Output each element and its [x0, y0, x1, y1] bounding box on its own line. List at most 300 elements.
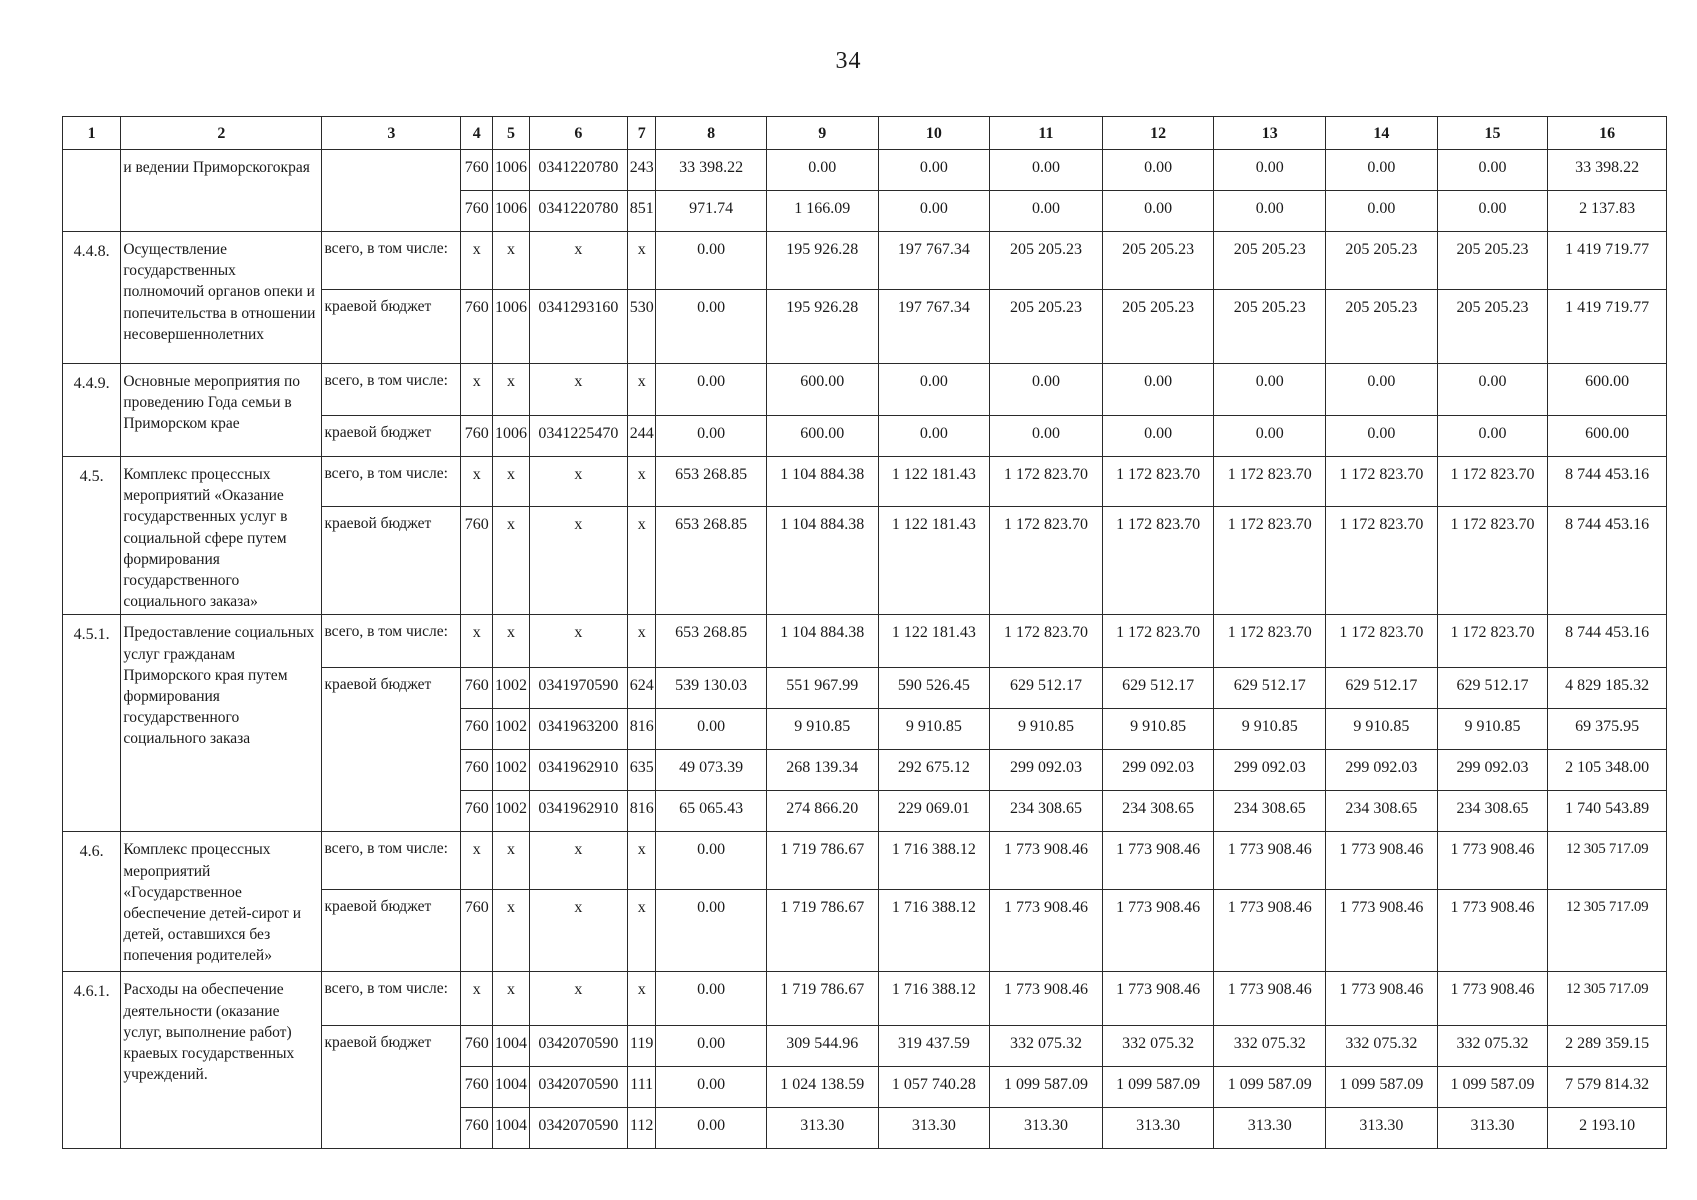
- section-code: 1006: [493, 416, 529, 457]
- item-code: 4.6.1.: [63, 972, 121, 1149]
- amount-cell: 195 926.28: [766, 290, 878, 364]
- amount-cell: 9 910.85: [990, 709, 1103, 750]
- expense-type-code: x: [628, 615, 656, 668]
- item-name: Предоставление социальных услуг гражданам Приморского края путем формирования государственного социального заказа: [121, 615, 322, 832]
- amount-cell: 195 926.28: [766, 232, 878, 290]
- funding-source: всего, в том числе:: [322, 972, 461, 1026]
- amount-cell: 2 289 359.15: [1548, 1026, 1667, 1067]
- amount-cell: 600.00: [766, 416, 878, 457]
- amount-cell: 0.00: [656, 232, 767, 290]
- amount-cell: 1 740 543.89: [1548, 791, 1667, 832]
- amount-cell: 1 172 823.70: [1214, 507, 1326, 615]
- target-article-code: 0341963200: [529, 709, 628, 750]
- amount-cell: 313.30: [878, 1108, 990, 1149]
- amount-cell: 0.00: [1102, 364, 1214, 416]
- amount-cell: 1 773 908.46: [1102, 890, 1214, 972]
- amount-cell: 1 122 181.43: [878, 457, 990, 507]
- amount-cell: 0.00: [1214, 364, 1326, 416]
- funding-source: краевой бюджет: [322, 668, 461, 832]
- amount-cell: 234 308.65: [1326, 791, 1438, 832]
- amount-cell: 8 744 453.16: [1548, 615, 1667, 668]
- amount-cell: 309 544.96: [766, 1026, 878, 1067]
- amount-cell: 12 305 717.09: [1548, 832, 1667, 890]
- item-code: 4.4.8.: [63, 232, 121, 364]
- amount-cell: 971.74: [656, 191, 767, 232]
- amount-cell: 1 104 884.38: [766, 507, 878, 615]
- amount-cell: 1 172 823.70: [1102, 507, 1214, 615]
- amount-cell: 1 716 388.12: [878, 972, 990, 1026]
- budget-table: [62, 116, 1667, 1149]
- header-cell: 7: [628, 117, 656, 150]
- target-article-code: 0341220780: [529, 150, 628, 191]
- funding-source: всего, в том числе:: [322, 364, 461, 416]
- amount-cell: 4 829 185.32: [1548, 668, 1667, 709]
- item-name: Осуществление государственных полномочий органов опеки и попечительства в отношении несовершеннолетних: [121, 232, 322, 364]
- target-article-code: x: [529, 832, 628, 890]
- amount-cell: 49 073.39: [656, 750, 767, 791]
- amount-cell: 205 205.23: [1437, 232, 1548, 290]
- amount-cell: 205 205.23: [1437, 290, 1548, 364]
- amount-cell: 1 172 823.70: [990, 507, 1103, 615]
- amount-cell: 205 205.23: [1102, 232, 1214, 290]
- amount-cell: 1 773 908.46: [1326, 972, 1438, 1026]
- amount-cell: 299 092.03: [1214, 750, 1326, 791]
- table-row: [63, 972, 1667, 1026]
- item-code: [63, 150, 121, 232]
- ministry-code: 760: [461, 191, 493, 232]
- amount-cell: 1 773 908.46: [990, 972, 1103, 1026]
- target-article-code: 0342070590: [529, 1067, 628, 1108]
- target-article-code: x: [529, 972, 628, 1026]
- amount-cell: 33 398.22: [1548, 150, 1667, 191]
- item-code: 4.6.: [63, 832, 121, 972]
- amount-cell: 0.00: [656, 1108, 767, 1149]
- header-cell: 14: [1326, 117, 1438, 150]
- amount-cell: 1 104 884.38: [766, 615, 878, 668]
- amount-cell: 234 308.65: [990, 791, 1103, 832]
- target-article-code: x: [529, 890, 628, 972]
- amount-cell: 1 172 823.70: [1326, 457, 1438, 507]
- expense-type-code: 851: [628, 191, 656, 232]
- target-article-code: 0341970590: [529, 668, 628, 709]
- amount-cell: 65 065.43: [656, 791, 767, 832]
- ministry-code: 760: [461, 709, 493, 750]
- funding-source: всего, в том числе:: [322, 832, 461, 890]
- section-code: x: [493, 832, 529, 890]
- funding-source: краевой бюджет: [322, 890, 461, 972]
- amount-cell: 0.00: [656, 972, 767, 1026]
- section-code: 1006: [493, 191, 529, 232]
- amount-cell: 205 205.23: [990, 232, 1103, 290]
- amount-cell: 9 910.85: [1437, 709, 1548, 750]
- amount-cell: 205 205.23: [990, 290, 1103, 364]
- amount-cell: 332 075.32: [1102, 1026, 1214, 1067]
- amount-cell: 0.00: [1437, 150, 1548, 191]
- amount-cell: 0.00: [1326, 416, 1438, 457]
- ministry-code: 760: [461, 890, 493, 972]
- amount-cell: 1 099 587.09: [990, 1067, 1103, 1108]
- amount-cell: 590 526.45: [878, 668, 990, 709]
- ministry-code: 760: [461, 507, 493, 615]
- expense-type-code: 624: [628, 668, 656, 709]
- amount-cell: 268 139.34: [766, 750, 878, 791]
- amount-cell: 0.00: [656, 709, 767, 750]
- amount-cell: 0.00: [656, 290, 767, 364]
- amount-cell: 1 172 823.70: [990, 615, 1103, 668]
- header-cell: 12: [1102, 117, 1214, 150]
- amount-cell: 653 268.85: [656, 615, 767, 668]
- amount-cell: 0.00: [1102, 150, 1214, 191]
- ministry-code: 760: [461, 1026, 493, 1067]
- ministry-code: 760: [461, 791, 493, 832]
- section-code: x: [493, 507, 529, 615]
- amount-cell: 8 744 453.16: [1548, 507, 1667, 615]
- amount-cell: 1 099 587.09: [1102, 1067, 1214, 1108]
- amount-cell: 1 172 823.70: [1437, 615, 1548, 668]
- amount-cell: 1 172 823.70: [1437, 507, 1548, 615]
- amount-cell: 0.00: [766, 150, 878, 191]
- header-cell: 6: [529, 117, 628, 150]
- expense-type-code: 119: [628, 1026, 656, 1067]
- amount-cell: 299 092.03: [1437, 750, 1548, 791]
- ministry-code: x: [461, 615, 493, 668]
- table-row: [63, 364, 1667, 416]
- ministry-code: x: [461, 832, 493, 890]
- amount-cell: 313.30: [1102, 1108, 1214, 1149]
- amount-cell: 2 137.83: [1548, 191, 1667, 232]
- target-article-code: 0341293160: [529, 290, 628, 364]
- table-row: [63, 615, 1667, 668]
- section-code: x: [493, 972, 529, 1026]
- amount-cell: 1 773 908.46: [1437, 890, 1548, 972]
- amount-cell: 1 716 388.12: [878, 890, 990, 972]
- amount-cell: 1 773 908.46: [1214, 890, 1326, 972]
- amount-cell: 0.00: [656, 364, 767, 416]
- amount-cell: 1 773 908.46: [990, 890, 1103, 972]
- ministry-code: 760: [461, 668, 493, 709]
- target-article-code: x: [529, 507, 628, 615]
- amount-cell: 0.00: [878, 150, 990, 191]
- amount-cell: 0.00: [1214, 416, 1326, 457]
- amount-cell: 313.30: [1437, 1108, 1548, 1149]
- section-code: 1004: [493, 1108, 529, 1149]
- amount-cell: 205 205.23: [1326, 290, 1438, 364]
- amount-cell: 1 122 181.43: [878, 615, 990, 668]
- expense-type-code: x: [628, 972, 656, 1026]
- amount-cell: 629 512.17: [1437, 668, 1548, 709]
- amount-cell: 1 773 908.46: [1437, 832, 1548, 890]
- amount-cell: 1 773 908.46: [1437, 972, 1548, 1026]
- expense-type-code: x: [628, 507, 656, 615]
- amount-cell: 234 308.65: [1214, 791, 1326, 832]
- amount-cell: 313.30: [1326, 1108, 1438, 1149]
- section-code: x: [493, 232, 529, 290]
- amount-cell: 332 075.32: [1326, 1026, 1438, 1067]
- amount-cell: 1 773 908.46: [1102, 972, 1214, 1026]
- amount-cell: 197 767.34: [878, 290, 990, 364]
- section-code: 1004: [493, 1026, 529, 1067]
- amount-cell: 205 205.23: [1326, 232, 1438, 290]
- amount-cell: 600.00: [1548, 416, 1667, 457]
- header-cell: 8: [656, 117, 767, 150]
- target-article-code: x: [529, 457, 628, 507]
- amount-cell: 629 512.17: [1214, 668, 1326, 709]
- ministry-code: x: [461, 457, 493, 507]
- amount-cell: 299 092.03: [990, 750, 1103, 791]
- amount-cell: 551 967.99: [766, 668, 878, 709]
- amount-cell: 33 398.22: [656, 150, 767, 191]
- expense-type-code: x: [628, 832, 656, 890]
- amount-cell: 0.00: [656, 832, 767, 890]
- amount-cell: 0.00: [990, 416, 1103, 457]
- item-name: Основные мероприятия по проведению Года семьи в Приморском крае: [121, 364, 322, 457]
- amount-cell: 332 075.32: [990, 1026, 1103, 1067]
- funding-source: всего, в том числе:: [322, 615, 461, 668]
- amount-cell: 0.00: [1214, 191, 1326, 232]
- expense-type-code: 112: [628, 1108, 656, 1149]
- ministry-code: x: [461, 364, 493, 416]
- amount-cell: 1 172 823.70: [1214, 457, 1326, 507]
- amount-cell: 0.00: [990, 150, 1103, 191]
- section-code: 1002: [493, 750, 529, 791]
- target-article-code: 0341220780: [529, 191, 628, 232]
- target-article-code: x: [529, 615, 628, 668]
- amount-cell: 12 305 717.09: [1548, 972, 1667, 1026]
- section-code: 1006: [493, 290, 529, 364]
- amount-cell: 1 172 823.70: [1437, 457, 1548, 507]
- amount-cell: 0.00: [1326, 191, 1438, 232]
- amount-cell: 1 172 823.70: [990, 457, 1103, 507]
- amount-cell: 0.00: [656, 416, 767, 457]
- amount-cell: 653 268.85: [656, 457, 767, 507]
- expense-type-code: 244: [628, 416, 656, 457]
- amount-cell: 1 719 786.67: [766, 972, 878, 1026]
- amount-cell: 1 719 786.67: [766, 890, 878, 972]
- amount-cell: 0.00: [1214, 150, 1326, 191]
- amount-cell: 8 744 453.16: [1548, 457, 1667, 507]
- amount-cell: 0.00: [1437, 416, 1548, 457]
- amount-cell: 629 512.17: [990, 668, 1103, 709]
- header-cell: 3: [322, 117, 461, 150]
- amount-cell: 1 104 884.38: [766, 457, 878, 507]
- section-code: 1002: [493, 709, 529, 750]
- target-article-code: x: [529, 364, 628, 416]
- amount-cell: 299 092.03: [1102, 750, 1214, 791]
- amount-cell: 0.00: [878, 364, 990, 416]
- amount-cell: 0.00: [1326, 150, 1438, 191]
- target-article-code: 0341225470: [529, 416, 628, 457]
- amount-cell: 0.00: [1437, 191, 1548, 232]
- item-code: 4.5.: [63, 457, 121, 615]
- amount-cell: 0.00: [1437, 364, 1548, 416]
- amount-cell: 539 130.03: [656, 668, 767, 709]
- ministry-code: 760: [461, 750, 493, 791]
- amount-cell: 1 172 823.70: [1326, 615, 1438, 668]
- amount-cell: 1 172 823.70: [1102, 457, 1214, 507]
- amount-cell: 2 105 348.00: [1548, 750, 1667, 791]
- item-name: Расходы на обеспечение деятельности (оказание услуг, выполнение работ) краевых государственных учреждений.: [121, 972, 322, 1149]
- amount-cell: 332 075.32: [1214, 1026, 1326, 1067]
- section-code: 1004: [493, 1067, 529, 1108]
- header-cell: 1: [63, 117, 121, 150]
- expense-type-code: 111: [628, 1067, 656, 1108]
- header-cell: 13: [1214, 117, 1326, 150]
- amount-cell: 0.00: [1102, 416, 1214, 457]
- amount-cell: 9 910.85: [1102, 709, 1214, 750]
- section-code: x: [493, 615, 529, 668]
- funding-source: краевой бюджет: [322, 1026, 461, 1149]
- amount-cell: 1 773 908.46: [990, 832, 1103, 890]
- funding-source: краевой бюджет: [322, 416, 461, 457]
- amount-cell: 2 193.10: [1548, 1108, 1667, 1149]
- amount-cell: 1 122 181.43: [878, 507, 990, 615]
- amount-cell: 205 205.23: [1214, 232, 1326, 290]
- section-code: 1006: [493, 150, 529, 191]
- header-cell: 5: [493, 117, 529, 150]
- amount-cell: 313.30: [766, 1108, 878, 1149]
- funding-source: краевой бюджет: [322, 507, 461, 615]
- section-code: x: [493, 457, 529, 507]
- amount-cell: 1 419 719.77: [1548, 290, 1667, 364]
- section-code: x: [493, 364, 529, 416]
- amount-cell: 600.00: [1548, 364, 1667, 416]
- amount-cell: 1 172 823.70: [1102, 615, 1214, 668]
- amount-cell: 313.30: [990, 1108, 1103, 1149]
- amount-cell: 629 512.17: [1326, 668, 1438, 709]
- amount-cell: 9 910.85: [878, 709, 990, 750]
- amount-cell: 1 172 823.70: [1214, 615, 1326, 668]
- funding-source: всего, в том числе:: [322, 457, 461, 507]
- amount-cell: 1 024 138.59: [766, 1067, 878, 1108]
- expense-type-code: x: [628, 457, 656, 507]
- amount-cell: 0.00: [656, 1026, 767, 1067]
- amount-cell: 1 773 908.46: [1326, 890, 1438, 972]
- amount-cell: 1 773 908.46: [1214, 972, 1326, 1026]
- amount-cell: 629 512.17: [1102, 668, 1214, 709]
- ministry-code: x: [461, 972, 493, 1026]
- table-row: [63, 232, 1667, 290]
- expense-type-code: x: [628, 890, 656, 972]
- amount-cell: 1 773 908.46: [1214, 832, 1326, 890]
- header-cell: 11: [990, 117, 1103, 150]
- amount-cell: 0.00: [656, 1067, 767, 1108]
- amount-cell: 69 375.95: [1548, 709, 1667, 750]
- amount-cell: 12 305 717.09: [1548, 890, 1667, 972]
- amount-cell: 1 099 587.09: [1437, 1067, 1548, 1108]
- expense-type-code: 816: [628, 709, 656, 750]
- ministry-code: x: [461, 232, 493, 290]
- amount-cell: 0.00: [990, 191, 1103, 232]
- amount-cell: 653 268.85: [656, 507, 767, 615]
- amount-cell: 1 172 823.70: [1326, 507, 1438, 615]
- section-code: 1002: [493, 791, 529, 832]
- section-code: 1002: [493, 668, 529, 709]
- amount-cell: 0.00: [1102, 191, 1214, 232]
- amount-cell: 205 205.23: [1102, 290, 1214, 364]
- table-row: [63, 150, 1667, 191]
- funding-source: краевой бюджет: [322, 290, 461, 364]
- ministry-code: 760: [461, 1067, 493, 1108]
- item-code: 4.4.9.: [63, 364, 121, 457]
- amount-cell: 313.30: [1214, 1108, 1326, 1149]
- amount-cell: 0.00: [656, 890, 767, 972]
- amount-cell: 9 910.85: [1326, 709, 1438, 750]
- table-body: [63, 117, 1667, 1149]
- expense-type-code: x: [628, 232, 656, 290]
- amount-cell: 1 057 740.28: [878, 1067, 990, 1108]
- amount-cell: 292 675.12: [878, 750, 990, 791]
- amount-cell: 0.00: [878, 416, 990, 457]
- table-row: [63, 457, 1667, 507]
- amount-cell: 234 308.65: [1437, 791, 1548, 832]
- item-name: и ведении Приморскогокрая: [121, 150, 322, 232]
- expense-type-code: 635: [628, 750, 656, 791]
- ministry-code: 760: [461, 290, 493, 364]
- header-row: [63, 117, 1667, 150]
- amount-cell: 9 910.85: [1214, 709, 1326, 750]
- target-article-code: 0342070590: [529, 1026, 628, 1067]
- amount-cell: 1 719 786.67: [766, 832, 878, 890]
- amount-cell: 332 075.32: [1437, 1026, 1548, 1067]
- header-cell: 10: [878, 117, 990, 150]
- header-cell: 15: [1437, 117, 1548, 150]
- item-name: Комплекс процессных мероприятий «Государственное обеспечение детей-сирот и детей, оставшихся без попечения родителей»: [121, 832, 322, 972]
- expense-type-code: 816: [628, 791, 656, 832]
- funding-source: всего, в том числе:: [322, 232, 461, 290]
- header-cell: 4: [461, 117, 493, 150]
- target-article-code: x: [529, 232, 628, 290]
- amount-cell: 197 767.34: [878, 232, 990, 290]
- amount-cell: 1 099 587.09: [1326, 1067, 1438, 1108]
- expense-type-code: x: [628, 364, 656, 416]
- amount-cell: 234 308.65: [1102, 791, 1214, 832]
- amount-cell: 1 419 719.77: [1548, 232, 1667, 290]
- ministry-code: 760: [461, 1108, 493, 1149]
- amount-cell: 1 773 908.46: [1102, 832, 1214, 890]
- amount-cell: 1 099 587.09: [1214, 1067, 1326, 1108]
- amount-cell: 299 092.03: [1326, 750, 1438, 791]
- amount-cell: 274 866.20: [766, 791, 878, 832]
- header-cell: 2: [121, 117, 322, 150]
- amount-cell: 229 069.01: [878, 791, 990, 832]
- header-cell: 16: [1548, 117, 1667, 150]
- amount-cell: 600.00: [766, 364, 878, 416]
- amount-cell: 7 579 814.32: [1548, 1067, 1667, 1108]
- expense-type-code: 243: [628, 150, 656, 191]
- page-number: 34: [835, 48, 862, 74]
- amount-cell: 0.00: [990, 364, 1103, 416]
- expense-type-code: 530: [628, 290, 656, 364]
- amount-cell: 1 716 388.12: [878, 832, 990, 890]
- target-article-code: 0341962910: [529, 791, 628, 832]
- amount-cell: 0.00: [1326, 364, 1438, 416]
- amount-cell: 1 773 908.46: [1326, 832, 1438, 890]
- item-name: Комплекс процессных мероприятий «Оказание государственных услуг в социальной сфере путем формирования государственного социального заказа»: [121, 457, 322, 615]
- amount-cell: 9 910.85: [766, 709, 878, 750]
- target-article-code: 0342070590: [529, 1108, 628, 1149]
- ministry-code: 760: [461, 416, 493, 457]
- section-code: x: [493, 890, 529, 972]
- table-row: [63, 832, 1667, 890]
- item-code: 4.5.1.: [63, 615, 121, 832]
- amount-cell: 205 205.23: [1214, 290, 1326, 364]
- amount-cell: 319 437.59: [878, 1026, 990, 1067]
- target-article-code: 0341962910: [529, 750, 628, 791]
- amount-cell: 1 166.09: [766, 191, 878, 232]
- ministry-code: 760: [461, 150, 493, 191]
- header-cell: 9: [766, 117, 878, 150]
- funding-source: [322, 150, 461, 232]
